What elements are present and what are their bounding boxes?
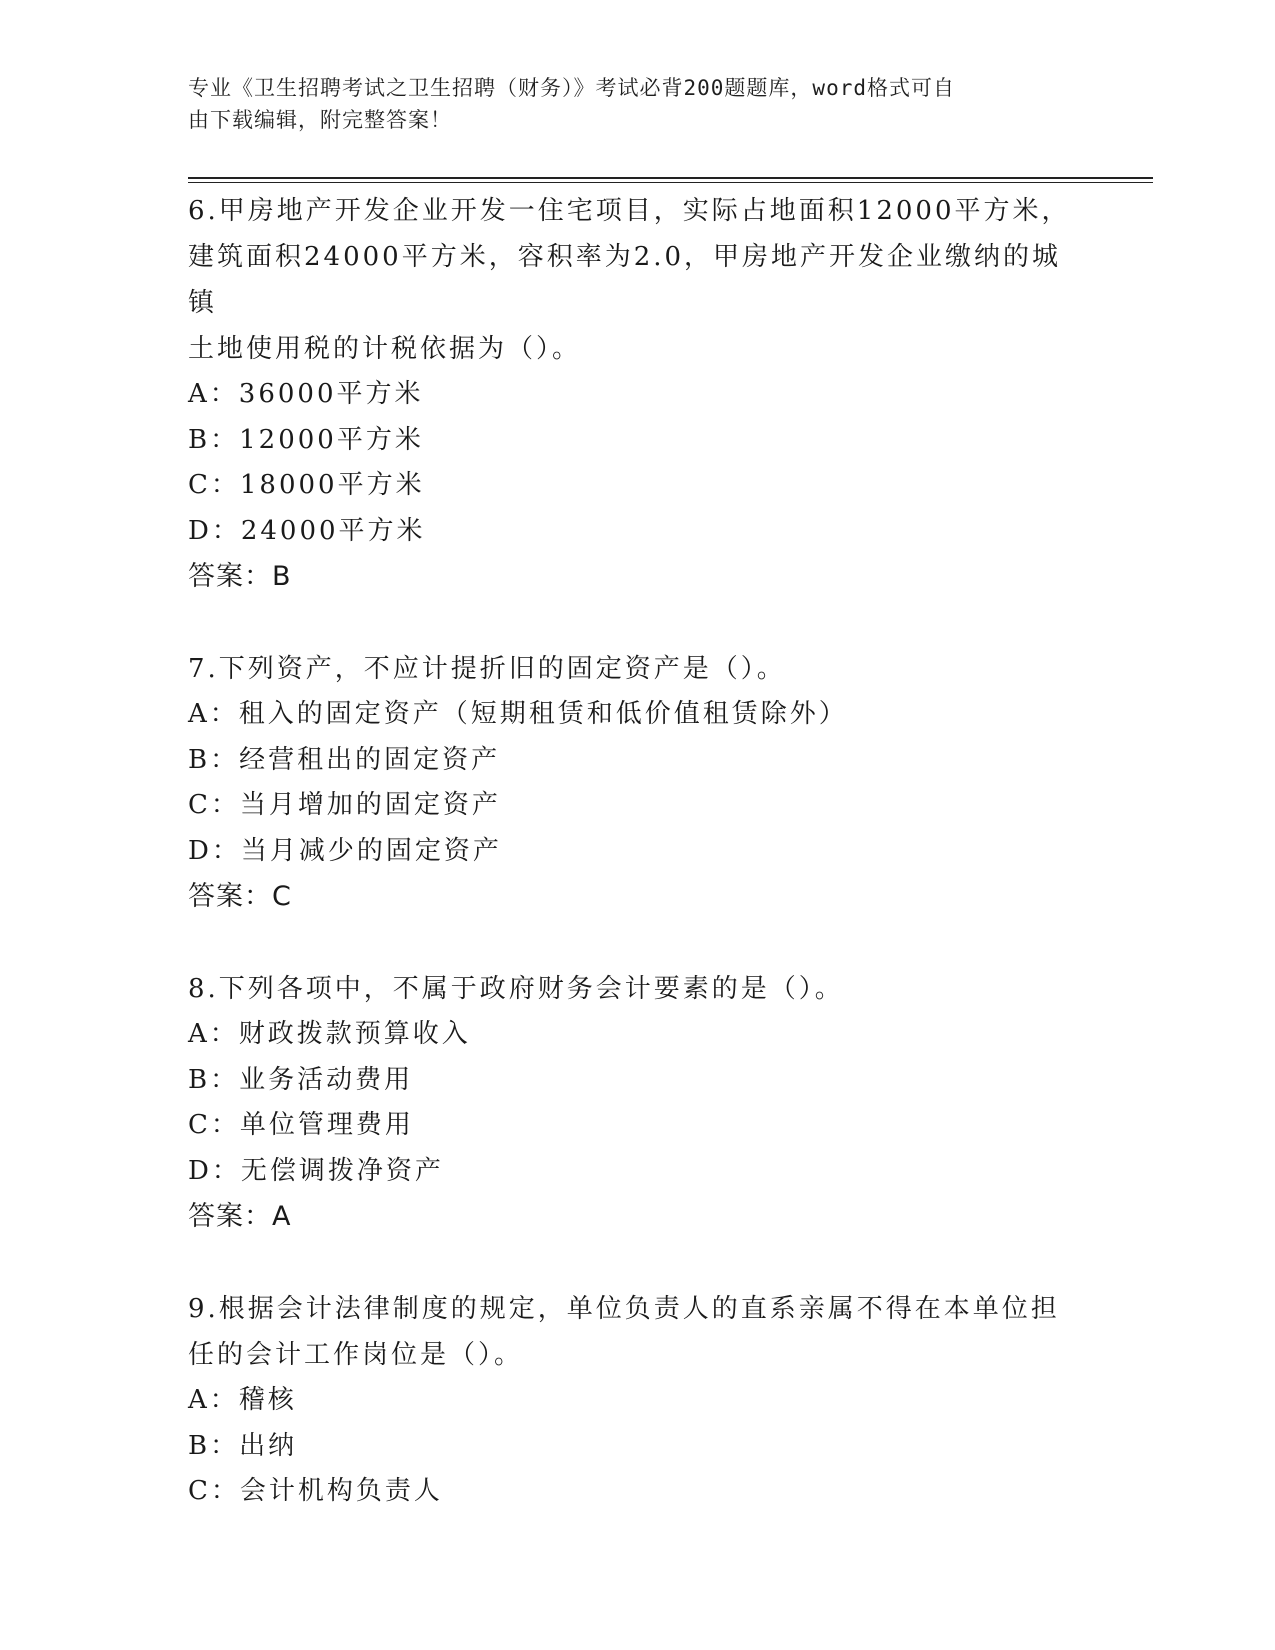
question-stem-line: 任的会计工作岗位是（）。 <box>188 1340 524 1370</box>
question-spacer <box>188 600 1088 646</box>
document-header <box>188 72 1068 136</box>
option-d: D：24000平方米 <box>188 515 426 546</box>
question-list <box>188 188 1088 1515</box>
header-divider-thick <box>188 177 1153 179</box>
header-line-1: 专业《卫生招聘考试之卫生招聘（财务）》考试必背200题题库，word格式可自 <box>188 76 955 100</box>
question-stem-line: 土地使用税的计税依据为（）。 <box>188 334 582 364</box>
option-b: B：出纳 <box>188 1430 298 1461</box>
option-b: B：12000平方米 <box>188 424 424 455</box>
question-stem-line: 建筑面积24000平方米，容积率为2.0，甲房地产开发企业缴纳的城镇 <box>188 242 1062 318</box>
header-divider-thin <box>188 182 1153 183</box>
header-line-2: 由下载编辑，附完整答案！ <box>188 108 452 132</box>
question-8 <box>188 966 1088 1240</box>
option-a: A：租入的固定资产（短期租赁和低价值租赁除外） <box>188 699 848 729</box>
option-c: C：单位管理费用 <box>188 1110 414 1140</box>
question-6 <box>188 188 1088 600</box>
question-stem-line: 6.甲房地产开发企业开发一住宅项目，实际占地面积12000平方米， <box>188 196 1071 226</box>
question-spacer <box>188 920 1088 966</box>
option-b: B：经营租出的固定资产 <box>188 744 501 775</box>
option-c: C：会计机构负责人 <box>188 1476 443 1506</box>
question-stem-line: 9.根据会计法律制度的规定，单位负责人的直系亲属不得在本单位担 <box>188 1294 1060 1324</box>
answer-label: 答案：B <box>188 561 292 592</box>
question-7 <box>188 646 1088 920</box>
option-a: A：财政拨款预算收入 <box>188 1019 471 1049</box>
option-a: A：稽核 <box>188 1385 297 1415</box>
question-stem-line: 8.下列各项中，不属于政府财务会计要素的是（）。 <box>188 974 844 1004</box>
option-c: C：18000平方米 <box>188 470 425 500</box>
option-d: D：当月减少的固定资产 <box>188 835 502 866</box>
option-b: B：业务活动费用 <box>188 1064 414 1095</box>
question-stem-line: 7.下列资产，不应计提折旧的固定资产是（）。 <box>188 654 786 684</box>
option-c: C：当月增加的固定资产 <box>188 790 501 820</box>
answer-label: 答案：C <box>188 881 292 912</box>
answer-label: 答案：A <box>188 1201 292 1232</box>
option-a: A：36000平方米 <box>188 379 424 409</box>
option-d: D：无偿调拨净资产 <box>188 1155 444 1186</box>
question-spacer <box>188 1240 1088 1286</box>
question-9 <box>188 1286 1088 1515</box>
